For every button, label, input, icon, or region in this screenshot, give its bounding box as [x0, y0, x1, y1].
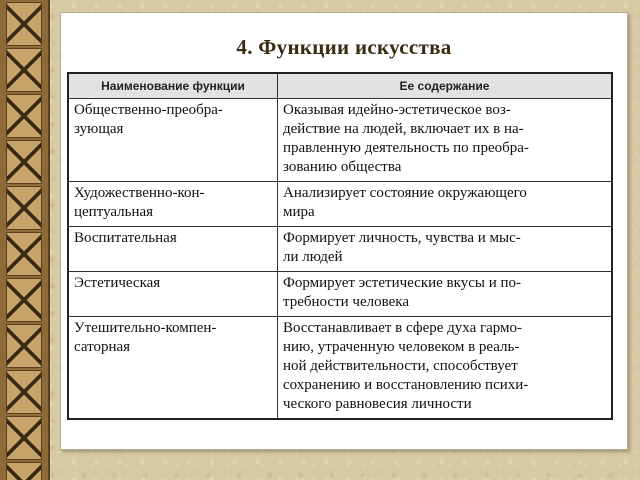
border-ornament-icon [6, 278, 42, 322]
table-row [68, 227, 612, 272]
function-name-line: Утешительно-компен- [74, 320, 217, 336]
header-function-name: Наименование функции [68, 73, 278, 99]
functions-table [67, 72, 613, 420]
function-name-line: Эстетическая [74, 275, 161, 291]
function-name-cell [68, 227, 278, 272]
border-ornament-icon [6, 324, 42, 368]
header-function-content: Ее содержание [278, 73, 613, 99]
function-name-cell [68, 272, 278, 317]
function-content-line: Восстанавливает в сфере духа гармо- [283, 320, 523, 336]
function-name-cell [68, 99, 278, 182]
table-body [68, 99, 612, 420]
table-row [68, 99, 612, 182]
function-name-line: зующая [74, 121, 124, 137]
function-name-line: саторная [74, 339, 131, 355]
function-content-line: Анализирует состояние окружающего [283, 185, 527, 201]
border-ornament-icon [6, 416, 42, 460]
function-content-line: сохранению и восстановлению психи- [283, 377, 529, 393]
function-name-line: Общественно-преобра- [74, 102, 223, 118]
border-ornament-icon [6, 370, 42, 414]
function-content-cell [278, 99, 613, 182]
slide-content [60, 12, 628, 450]
function-content-cell [278, 182, 613, 227]
function-name-cell [68, 317, 278, 420]
function-name-cell [68, 182, 278, 227]
function-content-cell [278, 272, 613, 317]
function-content-line: нию, утраченную человеком в реаль- [283, 339, 520, 355]
table-row [68, 182, 612, 227]
function-name-line: цептуальная [74, 204, 154, 220]
border-ornament-icon [6, 462, 42, 480]
function-content-cell [278, 317, 613, 420]
function-content-line: требности человека [283, 294, 409, 310]
table-header-row [68, 73, 612, 99]
function-content-line: Формирует эстетические вкусы и по- [283, 275, 522, 291]
function-content-line: Оказывая идейно-эстетическое воз- [283, 102, 511, 118]
decorative-border [0, 0, 50, 480]
function-content-line: ли людей [283, 249, 343, 265]
border-ornament-icon [6, 94, 42, 138]
function-content-line: ческого равновесия личности [283, 396, 472, 412]
function-content-line: действие на людей, включает их в на- [283, 121, 524, 137]
border-ornament-icon [6, 2, 42, 46]
table-row [68, 317, 612, 420]
function-content-line: правленную деятельность по преобра- [283, 140, 529, 156]
function-content-line: ной действительности, способствует [283, 358, 518, 374]
table-row [68, 272, 612, 317]
function-content-line: мира [283, 204, 315, 220]
slide-title: 4. Функции искусства [236, 35, 452, 59]
border-ornament-icon [6, 140, 42, 184]
function-name-line: Воспитательная [74, 230, 177, 246]
border-ornament-icon [6, 186, 42, 230]
border-ornament-icon [6, 232, 42, 276]
function-content-line: Формирует личность, чувства и мыс- [283, 230, 521, 246]
function-content-cell [278, 227, 613, 272]
function-name-line: Художественно-кон- [74, 185, 205, 201]
function-content-line: зованию общества [283, 159, 402, 175]
border-ornament-icon [6, 48, 42, 92]
